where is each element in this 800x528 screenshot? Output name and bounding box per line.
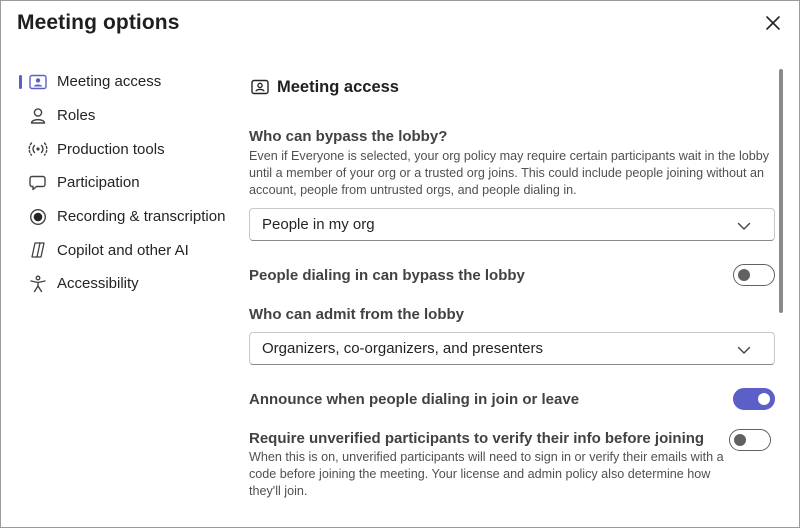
verify-info-description: When this is on, unverified participants will need to sign in or verify their emails with a code before joining the meeting. Your license and admin policy also determine how they'll join.	[249, 450, 724, 498]
chat-bubble-icon	[27, 172, 49, 194]
announce-dial-in-row	[249, 387, 775, 411]
dial-in-bypass-toggle[interactable]	[733, 264, 775, 286]
active-indicator	[19, 75, 22, 89]
dial-in-bypass-label: People dialing in can bypass the lobby	[249, 266, 525, 284]
chevron-down-icon	[736, 342, 752, 358]
toggle-knob	[758, 393, 770, 405]
bypass-lobby-description: Even if Everyone is selected, your org policy may require certain participants wait in the lobby until a member of your org or a trusted org joins. This could include people joining without an account, people from untrusted orgs, and people dialing in.	[249, 149, 770, 197]
sidebar-item-participation[interactable]	[1, 166, 231, 200]
copilot-icon	[27, 239, 49, 261]
toggle-knob	[738, 269, 750, 281]
close-button[interactable]	[763, 13, 783, 33]
section-header	[249, 65, 775, 109]
sidebar-item-roles[interactable]	[1, 99, 231, 133]
verify-info-toggle[interactable]	[729, 429, 771, 451]
record-icon	[27, 206, 49, 228]
dropdown-value: Organizers, co-organizers, and presenters	[262, 340, 543, 357]
broadcast-icon	[27, 138, 49, 160]
section-title: Meeting access	[277, 77, 399, 96]
sidebar-item-label: Production tools	[57, 140, 165, 158]
meeting-access-icon	[249, 76, 271, 98]
sidebar-item-label: Recording & transcription	[57, 208, 226, 226]
sidebar-item-label: Meeting access	[57, 73, 162, 91]
sidebar-item-copilot[interactable]	[1, 233, 231, 267]
admit-lobby-title: Who can admit from the lobby	[249, 306, 465, 323]
person-icon	[27, 105, 49, 127]
sidebar-item-label: Accessibility	[57, 275, 139, 293]
toggle-knob	[734, 434, 746, 446]
sidebar-nav	[1, 65, 231, 301]
bypass-lobby-title: Who can bypass the lobby?	[249, 128, 448, 145]
main-panel	[249, 65, 775, 500]
close-icon	[765, 15, 781, 31]
bypass-lobby-group	[249, 128, 775, 241]
accessibility-icon	[27, 273, 49, 295]
sidebar-item-recording[interactable]	[1, 200, 231, 234]
dropdown-value: People in my org	[262, 216, 375, 233]
verify-info-group	[249, 430, 775, 500]
sidebar-item-production-tools[interactable]	[1, 132, 231, 166]
sidebar-item-label: Roles	[57, 107, 96, 125]
scrollbar[interactable]	[779, 69, 783, 313]
admit-lobby-group	[249, 306, 775, 365]
sidebar-item-accessibility[interactable]	[1, 267, 231, 301]
sidebar-item-label: Copilot and other AI	[57, 241, 189, 259]
bypass-lobby-dropdown[interactable]	[249, 208, 775, 241]
sidebar-item-label: Participation	[57, 174, 140, 192]
meeting-access-icon	[27, 71, 49, 93]
announce-dial-in-toggle[interactable]	[733, 388, 775, 410]
announce-dial-in-label: Announce when people dialing in join or leave	[249, 390, 580, 408]
admit-lobby-dropdown[interactable]	[249, 332, 775, 365]
verify-info-label: Require unverified participants to verify their info before joining	[249, 430, 705, 447]
chevron-down-icon	[736, 218, 752, 234]
dialog-title: Meeting options	[17, 11, 180, 34]
dial-in-bypass-row	[249, 263, 775, 287]
sidebar-item-meeting-access[interactable]	[1, 65, 231, 99]
